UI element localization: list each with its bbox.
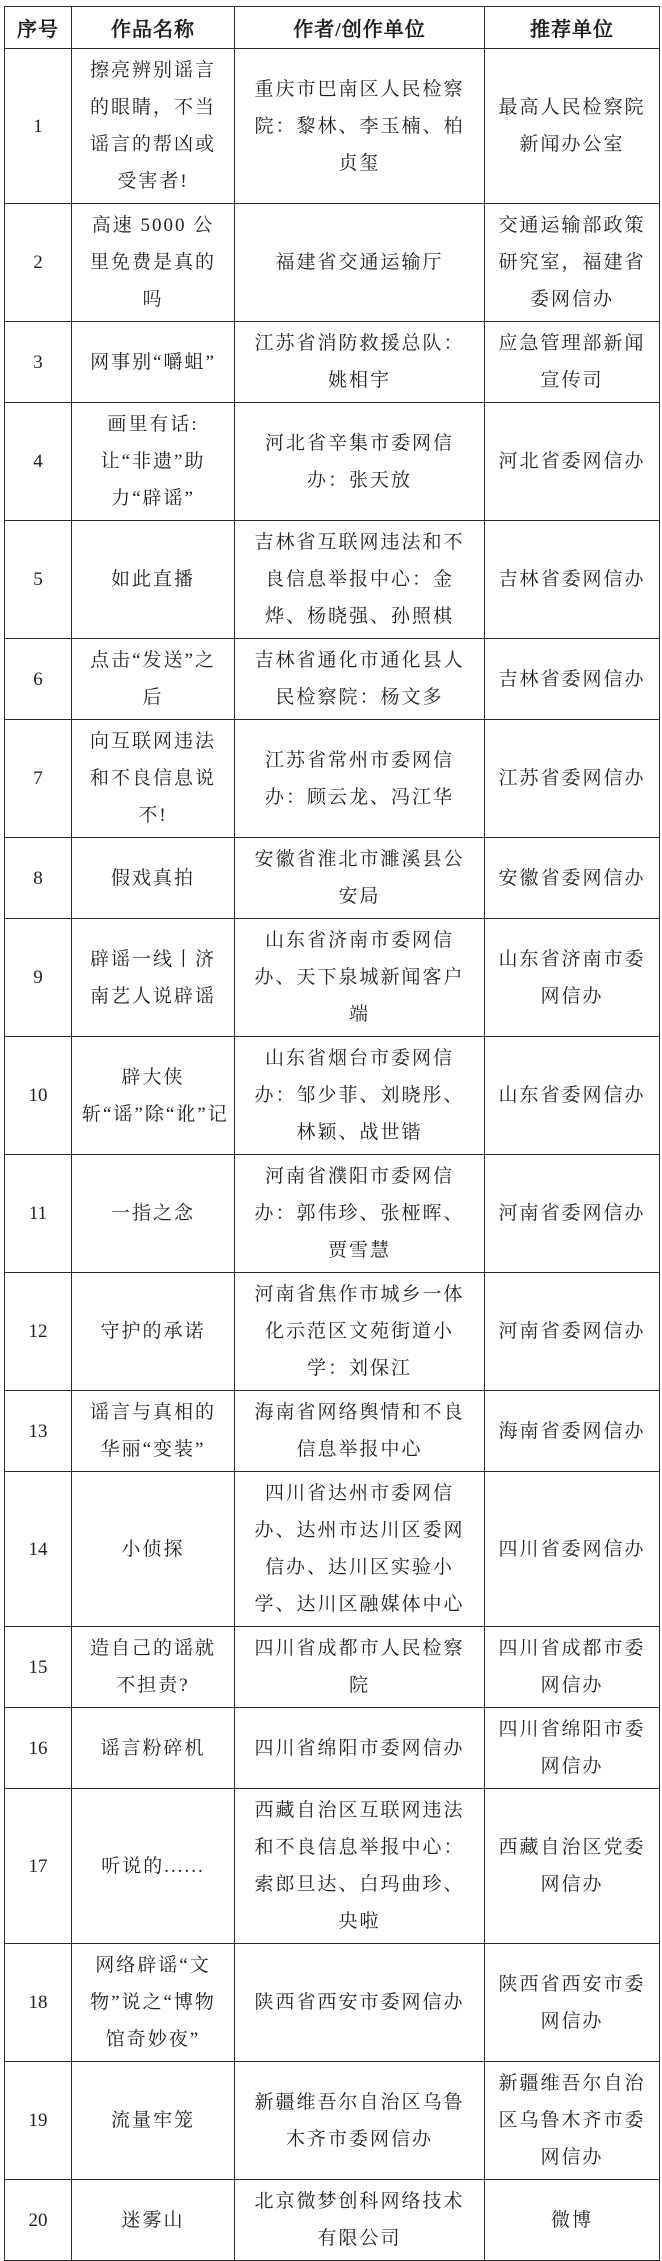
serial-cell: 2 [5, 204, 72, 322]
work-title-cell: 辟谣一线丨济南艺人说辟谣 [72, 919, 235, 1037]
serial-cell: 4 [5, 403, 72, 521]
table-body [5, 49, 660, 2261]
table-row [5, 1944, 660, 2062]
work-title-cell: 谣言与真相的华丽“变装” [72, 1391, 235, 1472]
table-row [5, 2062, 660, 2180]
recommender-cell: 河北省委网信办 [485, 403, 660, 521]
table-row [5, 1273, 660, 1391]
column-header-serial: 序号 [5, 7, 72, 49]
work-title-cell: 一指之念 [72, 1155, 235, 1273]
serial-cell: 19 [5, 2062, 72, 2180]
table-row [5, 1627, 660, 1708]
author-unit-cell: 江苏省消防救援总队：姚相宇 [235, 322, 485, 403]
recommender-cell: 交通运输部政策研究室，福建省委网信办 [485, 204, 660, 322]
author-unit-cell: 四川省绵阳市委网信办 [235, 1708, 485, 1789]
work-title-cell: 假戏真拍 [72, 838, 235, 919]
table-row [5, 204, 660, 322]
serial-cell: 3 [5, 322, 72, 403]
recommender-cell: 山东省委网信办 [485, 1037, 660, 1155]
author-unit-cell: 山东省烟台市委网信办：邹少菲、刘晓彤、林颖、战世锴 [235, 1037, 485, 1155]
table-row [5, 1472, 660, 1627]
recommender-cell: 四川省委网信办 [485, 1472, 660, 1627]
author-unit-cell: 安徽省淮北市濉溪县公安局 [235, 838, 485, 919]
table-row [5, 838, 660, 919]
column-header-author-unit: 作者/创作单位 [235, 7, 485, 49]
author-unit-cell: 吉林省通化市通化县人民检察院：杨文多 [235, 639, 485, 720]
serial-cell: 10 [5, 1037, 72, 1155]
work-title-cell: 听说的...... [72, 1789, 235, 1944]
table-row [5, 521, 660, 639]
serial-cell: 11 [5, 1155, 72, 1273]
author-unit-cell: 四川省达州市委网信办、达州市达川区委网信办、达川区实验小学、达川区融媒体中心 [235, 1472, 485, 1627]
serial-cell: 18 [5, 1944, 72, 2062]
recommender-cell: 吉林省委网信办 [485, 521, 660, 639]
recommender-cell: 河南省委网信办 [485, 1273, 660, 1391]
author-unit-cell: 新疆维吾尔自治区乌鲁木齐市委网信办 [235, 2062, 485, 2180]
author-unit-cell: 河南省濮阳市委网信办：郭伟珍、张桠晖、贾雪慧 [235, 1155, 485, 1273]
recommender-cell: 河南省委网信办 [485, 1155, 660, 1273]
awards-table [4, 6, 660, 2261]
recommender-cell: 陕西省西安市委网信办 [485, 1944, 660, 2062]
table-row [5, 639, 660, 720]
author-unit-cell: 重庆市巴南区人民检察院：黎林、李玉楠、柏贞玺 [235, 49, 485, 204]
serial-cell: 1 [5, 49, 72, 204]
table-row [5, 1789, 660, 1944]
table-row [5, 2180, 660, 2261]
serial-cell: 12 [5, 1273, 72, 1391]
work-title-cell: 向互联网违法和不良信息说不! [72, 720, 235, 838]
column-header-recommender: 推荐单位 [485, 7, 660, 49]
author-unit-cell: 四川省成都市人民检察院 [235, 1627, 485, 1708]
header-row [5, 7, 660, 49]
recommender-cell: 应急管理部新闻宣传司 [485, 322, 660, 403]
work-title-cell: 迷雾山 [72, 2180, 235, 2261]
author-unit-cell: 陕西省西安市委网信办 [235, 1944, 485, 2062]
serial-cell: 9 [5, 919, 72, 1037]
recommender-cell: 最高人民检察院新闻办公室 [485, 49, 660, 204]
recommender-cell: 吉林省委网信办 [485, 639, 660, 720]
author-unit-cell: 山东省济南市委网信办、天下泉城新闻客户端 [235, 919, 485, 1037]
serial-cell: 5 [5, 521, 72, 639]
recommender-cell: 西藏自治区党委网信办 [485, 1789, 660, 1944]
table-row [5, 1708, 660, 1789]
recommender-cell: 山东省济南市委网信办 [485, 919, 660, 1037]
work-title-cell: 造自己的谣就不担责? [72, 1627, 235, 1708]
table-row [5, 1037, 660, 1155]
column-header-work-title: 作品名称 [72, 7, 235, 49]
serial-cell: 14 [5, 1472, 72, 1627]
author-unit-cell: 吉林省互联网违法和不良信息举报中心：金烨、杨晓强、孙照棋 [235, 521, 485, 639]
work-title-cell: 如此直播 [72, 521, 235, 639]
work-title-cell: 擦亮辨别谣言的眼睛，不当谣言的帮凶或受害者! [72, 49, 235, 204]
serial-cell: 13 [5, 1391, 72, 1472]
author-unit-cell: 河北省辛集市委网信办：张天放 [235, 403, 485, 521]
work-title-cell: 画里有话:让“非遗”助力“辟谣” [72, 403, 235, 521]
author-unit-cell: 江苏省常州市委网信办：顾云龙、冯江华 [235, 720, 485, 838]
table-row [5, 403, 660, 521]
author-unit-cell: 海南省网络舆情和不良信息举报中心 [235, 1391, 485, 1472]
recommender-cell: 新疆维吾尔自治区乌鲁木齐市委网信办 [485, 2062, 660, 2180]
work-title-cell: 点击“发送”之后 [72, 639, 235, 720]
recommender-cell: 安徽省委网信办 [485, 838, 660, 919]
recommender-cell: 四川省成都市委网信办 [485, 1627, 660, 1708]
recommender-cell: 江苏省委网信办 [485, 720, 660, 838]
author-unit-cell: 北京微梦创科网络技术有限公司 [235, 2180, 485, 2261]
work-title-cell: 小侦探 [72, 1472, 235, 1627]
work-title-cell: 高速 5000 公里免费是真的吗 [72, 204, 235, 322]
table-row [5, 1391, 660, 1472]
table-row [5, 49, 660, 204]
table-row [5, 322, 660, 403]
serial-cell: 7 [5, 720, 72, 838]
work-title-cell: 网络辟谣“文物”说之“博物馆奇妙夜” [72, 1944, 235, 2062]
table-row [5, 1155, 660, 1273]
author-unit-cell: 河南省焦作市城乡一体化示范区文苑街道小学：刘保江 [235, 1273, 485, 1391]
work-title-cell: 谣言粉碎机 [72, 1708, 235, 1789]
work-title-cell: 网事别“嚼蛆” [72, 322, 235, 403]
recommender-cell: 四川省绵阳市委网信办 [485, 1708, 660, 1789]
serial-cell: 20 [5, 2180, 72, 2261]
work-title-cell: 流量牢笼 [72, 2062, 235, 2180]
serial-cell: 8 [5, 838, 72, 919]
table-row [5, 919, 660, 1037]
serial-cell: 16 [5, 1708, 72, 1789]
author-unit-cell: 福建省交通运输厅 [235, 204, 485, 322]
serial-cell: 15 [5, 1627, 72, 1708]
recommender-cell: 微博 [485, 2180, 660, 2261]
serial-cell: 6 [5, 639, 72, 720]
author-unit-cell: 西藏自治区互联网违法和不良信息举报中心：索郎旦达、白玛曲珍、央啦 [235, 1789, 485, 1944]
recommender-cell: 海南省委网信办 [485, 1391, 660, 1472]
table-header [5, 7, 660, 49]
work-title-cell: 辟大侠斩“谣”除“讹”记 [72, 1037, 235, 1155]
table-row [5, 720, 660, 838]
work-title-cell: 守护的承诺 [72, 1273, 235, 1391]
serial-cell: 17 [5, 1789, 72, 1944]
